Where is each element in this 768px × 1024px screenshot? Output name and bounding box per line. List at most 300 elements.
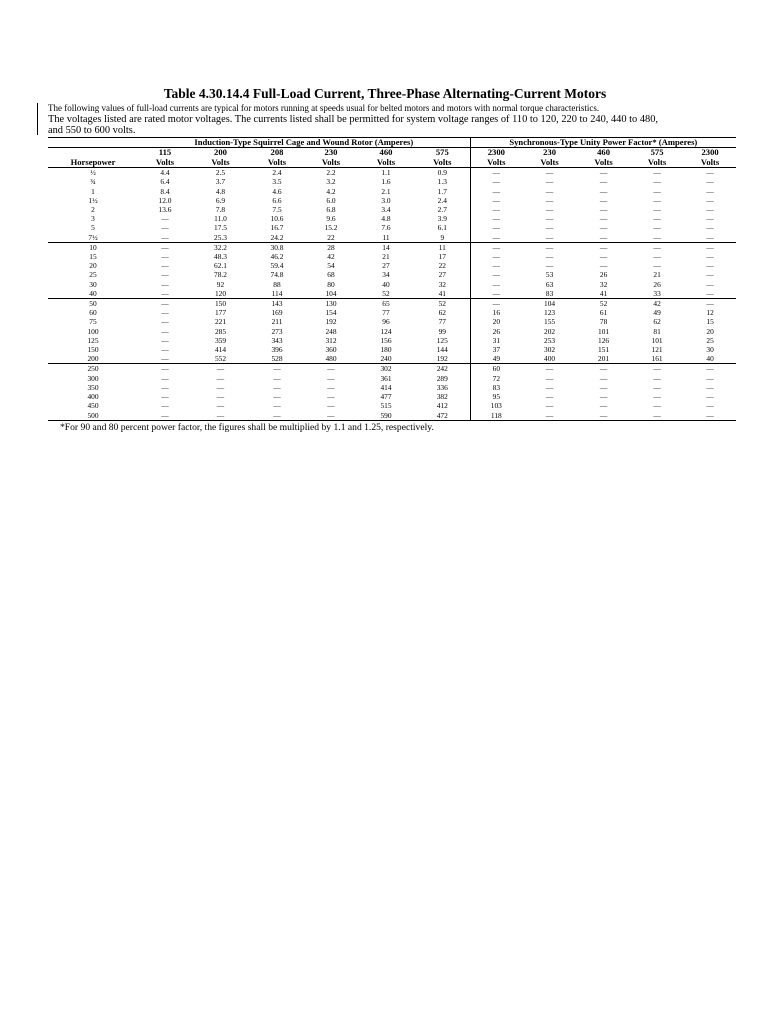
current-cell: 156 xyxy=(380,335,392,345)
current-cell: 77 xyxy=(438,317,446,327)
current-cell: 192 xyxy=(436,354,448,364)
volts-header-row xyxy=(48,158,736,168)
current-cell: 4.2 xyxy=(326,186,336,196)
current-cell: 3.2 xyxy=(326,177,336,187)
current-cell: — xyxy=(653,223,661,233)
current-cell: — xyxy=(545,252,554,262)
current-cell: 273 xyxy=(271,326,283,336)
current-cell: 48.3 xyxy=(214,252,227,262)
current-cell: 201 xyxy=(598,354,610,364)
current-cell: — xyxy=(470,177,522,186)
current-cell: 6.0 xyxy=(326,195,336,205)
current-cell: — xyxy=(630,364,684,374)
current-cell: 151 xyxy=(598,345,610,355)
current-cell: — xyxy=(706,270,714,280)
current-cell: 3.5 xyxy=(272,177,282,187)
current-cell: — xyxy=(577,364,630,374)
current-cell: 41 xyxy=(599,288,608,298)
current-cell: 590 xyxy=(357,411,415,421)
current-cell: 143 xyxy=(249,299,305,309)
current-cell: — xyxy=(706,177,714,187)
current-cell: — xyxy=(273,392,281,402)
current-cell: 21 xyxy=(382,252,390,262)
current-cell: 74.8 xyxy=(270,270,284,280)
current-cell: 27 xyxy=(382,261,390,271)
current-cell: — xyxy=(706,223,714,233)
current-cell: — xyxy=(161,345,169,355)
table-row xyxy=(48,242,736,252)
table-row xyxy=(48,252,736,261)
current-cell: — xyxy=(161,279,169,289)
current-cell: 22 xyxy=(327,232,335,242)
current-cell: 126 xyxy=(598,335,610,345)
current-cell: 41 xyxy=(438,288,446,298)
current-cell: 21 xyxy=(653,270,661,280)
current-cell: 412 xyxy=(436,401,448,411)
current-cell: 480 xyxy=(325,354,337,364)
current-cell: — xyxy=(470,214,522,223)
current-cell: 49 xyxy=(653,308,661,318)
current-cell: 22 xyxy=(438,261,446,271)
current-cell: 4.8 xyxy=(381,214,391,224)
intro-line-2: The voltages listed are rated motor voltages. The currents listed shall be permitted for system voltage ranges of 110 to 120, 220 to 240, 440 to 480, xyxy=(48,114,659,125)
volts-label-2: Volts xyxy=(249,158,305,168)
horsepower-cell: 30 xyxy=(89,279,97,289)
current-cell: — xyxy=(684,364,736,374)
current-cell: 17.5 xyxy=(214,223,227,233)
current-cell: 32.2 xyxy=(192,242,249,252)
current-cell: 68 xyxy=(327,270,335,280)
horsepower-cell: 50 xyxy=(48,299,138,309)
current-cell: — xyxy=(161,382,169,392)
voltage-header-9: 575 xyxy=(650,147,664,158)
current-cell: 8.4 xyxy=(160,186,170,196)
table-row xyxy=(48,214,736,223)
current-cell: — xyxy=(706,401,714,411)
current-cell: 25 xyxy=(706,335,714,345)
current-cell: — xyxy=(706,205,714,215)
horsepower-cell: ¾ xyxy=(90,177,96,187)
current-cell: — xyxy=(653,205,661,215)
current-cell: 343 xyxy=(271,335,283,345)
current-cell: — xyxy=(161,335,169,345)
current-cell: — xyxy=(138,364,192,374)
current-cell: 7.6 xyxy=(381,223,391,233)
current-cell: 12.0 xyxy=(158,195,172,205)
current-cell: 20 xyxy=(470,317,522,326)
current-cell: 121 xyxy=(651,345,663,355)
current-cell: 1.3 xyxy=(437,177,447,187)
horsepower-cell: ½ xyxy=(90,168,96,178)
current-cell: 83 xyxy=(545,288,554,298)
current-cell: — xyxy=(273,382,281,392)
current-cell: 99 xyxy=(438,326,446,336)
current-cell: 46.2 xyxy=(270,252,284,262)
voltage-header-5: 575 xyxy=(435,147,449,158)
current-cell: 31 xyxy=(470,336,522,345)
current-cell: 11.0 xyxy=(214,214,227,224)
voltage-header-8: 460 xyxy=(597,147,611,158)
current-cell: 414 xyxy=(380,382,392,392)
current-cell: 169 xyxy=(271,308,283,318)
current-cell: 52 xyxy=(415,299,470,309)
current-cell: 1.7 xyxy=(437,186,447,196)
current-cell: — xyxy=(470,168,522,178)
current-cell: 124 xyxy=(380,326,392,336)
current-cell: 40 xyxy=(382,279,390,289)
current-cell: 13.6 xyxy=(158,205,172,215)
current-cell: 3.9 xyxy=(437,214,447,224)
current-cell: — xyxy=(706,279,714,289)
current-cell: 17 xyxy=(438,252,446,262)
current-cell: — xyxy=(470,299,522,309)
current-cell: 104 xyxy=(325,288,337,298)
current-cell: — xyxy=(577,242,630,252)
table-title: Table 4.30.14.4 Full-Load Current, Three-Phase Alternating-Current Motors xyxy=(163,86,607,101)
current-cell: — xyxy=(470,187,522,196)
current-cell: 161 xyxy=(651,354,663,364)
horsepower-cell: 2 xyxy=(91,205,95,215)
table-row xyxy=(48,374,736,383)
current-cell: — xyxy=(249,411,305,421)
current-cell: — xyxy=(470,261,522,270)
table-row xyxy=(48,223,736,232)
current-cell: 10.6 xyxy=(270,214,284,224)
current-cell: 42 xyxy=(327,252,335,262)
horsepower-cell: 450 xyxy=(87,401,99,411)
current-cell: — xyxy=(630,411,684,421)
current-cell: — xyxy=(273,401,281,411)
current-cell: — xyxy=(138,299,192,309)
current-cell: — xyxy=(161,214,169,224)
current-cell: 414 xyxy=(214,345,227,355)
current-cell: 72 xyxy=(470,374,522,383)
volts-label-6: Volts xyxy=(470,158,522,168)
current-cell: 30.8 xyxy=(249,242,305,252)
current-cell: — xyxy=(470,242,522,252)
current-cell: — xyxy=(161,373,169,383)
current-cell: — xyxy=(161,401,169,411)
current-cell: — xyxy=(577,411,630,421)
intro-line-3: and 550 to 600 volts. xyxy=(48,125,136,136)
current-cell: — xyxy=(653,232,661,242)
table-row xyxy=(48,345,736,354)
horsepower-cell: 1½ xyxy=(88,195,98,205)
current-cell: — xyxy=(470,233,522,243)
current-cell: 6.8 xyxy=(326,205,336,215)
current-cell: — xyxy=(706,214,714,224)
current-cell: — xyxy=(545,168,554,178)
current-cell: 11 xyxy=(415,242,470,252)
current-cell: 1.6 xyxy=(381,177,391,187)
horsepower-cell: 5 xyxy=(91,223,95,233)
current-cell: 2.4 xyxy=(272,168,282,178)
volts-label-8: Volts xyxy=(577,158,630,168)
current-cell: — xyxy=(545,232,554,242)
current-cell: — xyxy=(706,382,714,392)
current-cell: 78.2 xyxy=(214,270,227,280)
table-row xyxy=(48,280,736,289)
current-cell: 80 xyxy=(327,279,335,289)
current-cell: — xyxy=(706,186,714,196)
current-cell: 2.5 xyxy=(215,168,226,178)
horsepower-cell: 40 xyxy=(89,288,97,298)
table-row xyxy=(48,383,736,392)
current-cell: 81 xyxy=(653,326,661,336)
current-cell: — xyxy=(161,317,169,327)
current-cell: 65 xyxy=(357,299,415,309)
current-cell: 26 xyxy=(653,279,661,289)
current-cell: — xyxy=(192,364,249,374)
current-cell: — xyxy=(653,261,661,271)
current-cell: 62 xyxy=(438,308,446,318)
current-cell: 32 xyxy=(438,279,446,289)
current-cell: — xyxy=(599,392,608,402)
horsepower-cell: 20 xyxy=(89,261,97,271)
current-cell: 240 xyxy=(380,354,392,364)
horsepower-header: Horsepower xyxy=(48,158,138,168)
current-cell: — xyxy=(599,195,608,205)
current-cell: — xyxy=(161,223,169,233)
induction-group-header: Induction-Type Squirrel Cage and Wound Rotor (Amperes) xyxy=(138,138,470,148)
current-cell: 27 xyxy=(438,270,446,280)
current-cell: 302 xyxy=(544,345,556,355)
current-cell: 60 xyxy=(470,364,522,374)
table-row xyxy=(48,401,736,410)
current-cell: 104 xyxy=(522,299,577,309)
table-row xyxy=(48,336,736,345)
current-cell: 4.8 xyxy=(215,186,226,196)
current-cell: 477 xyxy=(380,392,392,402)
horsepower-cell: 200 xyxy=(87,354,99,364)
current-cell: 34 xyxy=(382,270,390,280)
current-cell: — xyxy=(545,373,554,383)
current-cell: 30 xyxy=(706,345,714,355)
table-row xyxy=(48,317,736,326)
current-cell: 1.1 xyxy=(381,168,391,178)
current-cell: 40 xyxy=(706,354,714,364)
current-cell: 382 xyxy=(436,392,448,402)
current-cell: — xyxy=(630,242,684,252)
table-row xyxy=(48,299,736,309)
current-cell: 2.2 xyxy=(326,168,336,178)
current-cell: — xyxy=(706,232,714,242)
voltage-header-7: 230 xyxy=(543,147,557,158)
intro-line-1: The following values of full-load currents are typical for motors running at speeds usual for belted motors and motors with normal torque characteristics. xyxy=(48,103,600,113)
empty-hp-cell xyxy=(48,148,138,158)
current-cell: — xyxy=(653,401,661,411)
current-cell: 6.6 xyxy=(272,195,282,205)
horsepower-cell: 75 xyxy=(89,317,97,327)
current-cell: 177 xyxy=(214,308,227,318)
current-cell: 472 xyxy=(415,411,470,421)
current-cell: 32 xyxy=(599,279,608,289)
current-cell: 192 xyxy=(325,317,337,327)
current-cell: 552 xyxy=(214,354,227,364)
current-cell: 3.7 xyxy=(215,177,226,187)
current-cell: 6.9 xyxy=(215,195,226,205)
current-cell: 302 xyxy=(357,364,415,374)
table-row xyxy=(48,392,736,401)
current-cell: — xyxy=(599,214,608,224)
current-cell: 53 xyxy=(545,270,554,280)
table-row xyxy=(48,308,736,317)
current-cell: 52 xyxy=(382,288,390,298)
voltage-header-row xyxy=(48,148,736,158)
volts-label-7: Volts xyxy=(522,158,577,168)
current-cell: 248 xyxy=(325,326,337,336)
current-cell: 59.4 xyxy=(270,261,284,271)
current-cell: 253 xyxy=(544,335,556,345)
current-cell: — xyxy=(470,252,522,261)
current-cell: 62.1 xyxy=(214,261,227,271)
current-cell: — xyxy=(653,195,661,205)
current-cell: 15.2 xyxy=(324,223,338,233)
current-cell: 6.1 xyxy=(437,223,447,233)
current-cell: 88 xyxy=(273,279,281,289)
horsepower-cell: 10 xyxy=(48,242,138,252)
current-cell: — xyxy=(653,373,661,383)
current-cell: — xyxy=(706,168,714,178)
current-cell: 92 xyxy=(216,279,225,289)
current-cell: 96 xyxy=(382,317,390,327)
current-cell: — xyxy=(470,205,522,214)
current-cell: 26 xyxy=(599,270,608,280)
current-cell: — xyxy=(216,382,225,392)
current-cell: 26 xyxy=(470,327,522,336)
current-cell: 118 xyxy=(470,411,522,421)
current-cell: 9 xyxy=(440,232,445,242)
current-cell: 360 xyxy=(325,345,337,355)
current-cell: — xyxy=(545,261,554,271)
volts-label-4: Volts xyxy=(357,158,415,168)
current-cell: 123 xyxy=(544,308,556,318)
volts-label-1: Volts xyxy=(192,158,249,168)
current-cell: — xyxy=(192,411,249,421)
current-cell: — xyxy=(599,401,608,411)
current-cell: 83 xyxy=(470,383,522,392)
current-cell: 528 xyxy=(271,354,283,364)
current-cell: 78 xyxy=(599,317,608,327)
current-cell: — xyxy=(684,242,736,252)
current-cell: 396 xyxy=(271,345,283,355)
current-cell: 130 xyxy=(305,299,357,309)
current-cell: 3.4 xyxy=(381,205,391,215)
current-cell: — xyxy=(706,252,714,262)
volts-label-0: Volts xyxy=(138,158,192,168)
current-cell: — xyxy=(216,401,225,411)
current-cell: 33 xyxy=(653,288,661,298)
current-cell: — xyxy=(470,196,522,205)
current-cell: — xyxy=(161,252,169,262)
current-cell: 25.3 xyxy=(214,232,227,242)
current-cell: 63 xyxy=(545,279,554,289)
table-row xyxy=(48,205,736,214)
current-cell: — xyxy=(161,392,169,402)
current-cell: 101 xyxy=(598,326,610,336)
current-cell: — xyxy=(327,401,335,411)
current-cell: — xyxy=(599,186,608,196)
current-cell: — xyxy=(327,392,335,402)
table-row xyxy=(48,261,736,270)
current-cell: 49 xyxy=(470,354,522,364)
volts-label-3: Volts xyxy=(305,158,357,168)
current-cell: — xyxy=(327,373,335,383)
current-cell: — xyxy=(653,186,661,196)
table-row xyxy=(48,411,736,421)
current-cell: 125 xyxy=(436,335,448,345)
current-cell: 2.7 xyxy=(437,205,447,215)
current-cell: — xyxy=(216,373,225,383)
current-cell: 120 xyxy=(214,288,227,298)
current-cell: — xyxy=(599,177,608,187)
horsepower-cell: 150 xyxy=(87,345,99,355)
current-cell: — xyxy=(138,242,192,252)
current-cell: — xyxy=(653,382,661,392)
current-cell: 154 xyxy=(325,308,337,318)
volts-label-9: Volts xyxy=(630,158,684,168)
horsepower-cell: 250 xyxy=(48,364,138,374)
current-cell: — xyxy=(138,411,192,421)
current-cell: — xyxy=(470,280,522,289)
current-cell: — xyxy=(599,252,608,262)
current-cell: 12 xyxy=(706,308,714,318)
table-row xyxy=(48,289,736,299)
empty-corner xyxy=(48,138,138,148)
table-row xyxy=(48,196,736,205)
current-cell: 221 xyxy=(214,317,227,327)
horsepower-cell: 60 xyxy=(89,308,97,318)
current-cell: 202 xyxy=(544,326,556,336)
current-cell: 6.4 xyxy=(160,177,170,187)
current-cell: — xyxy=(470,270,522,279)
current-cell: 155 xyxy=(544,317,556,327)
horsepower-cell: 350 xyxy=(87,382,99,392)
current-cell: — xyxy=(706,373,714,383)
current-cell: 42 xyxy=(630,299,684,309)
horsepower-cell: 400 xyxy=(87,392,99,402)
current-cell: — xyxy=(653,392,661,402)
current-cell: — xyxy=(545,205,554,215)
current-cell: 77 xyxy=(382,308,390,318)
table-row xyxy=(48,364,736,374)
table-row xyxy=(48,327,736,336)
current-cell: — xyxy=(545,195,554,205)
current-cell: 101 xyxy=(651,335,663,345)
current-cell: — xyxy=(599,223,608,233)
current-cell: — xyxy=(545,401,554,411)
current-cell: 361 xyxy=(380,373,392,383)
current-cell: — xyxy=(653,252,661,262)
horsepower-cell: 100 xyxy=(87,326,99,336)
current-cell: 62 xyxy=(653,317,661,327)
current-cell: 103 xyxy=(470,401,522,410)
current-cell: 11 xyxy=(382,232,390,242)
volts-label-10: Volts xyxy=(684,158,736,168)
current-cell: 114 xyxy=(271,288,283,298)
current-cell: — xyxy=(599,205,608,215)
current-cell: — xyxy=(522,411,577,421)
current-cell: 15 xyxy=(706,317,714,327)
current-cell: — xyxy=(545,223,554,233)
current-cell: — xyxy=(706,288,714,298)
current-cell: — xyxy=(161,308,169,318)
current-cell: — xyxy=(161,288,169,298)
horsepower-cell: 3 xyxy=(91,214,95,224)
current-cell: — xyxy=(653,168,661,178)
voltage-header-3: 230 xyxy=(324,147,338,158)
current-cell: — xyxy=(305,364,357,374)
